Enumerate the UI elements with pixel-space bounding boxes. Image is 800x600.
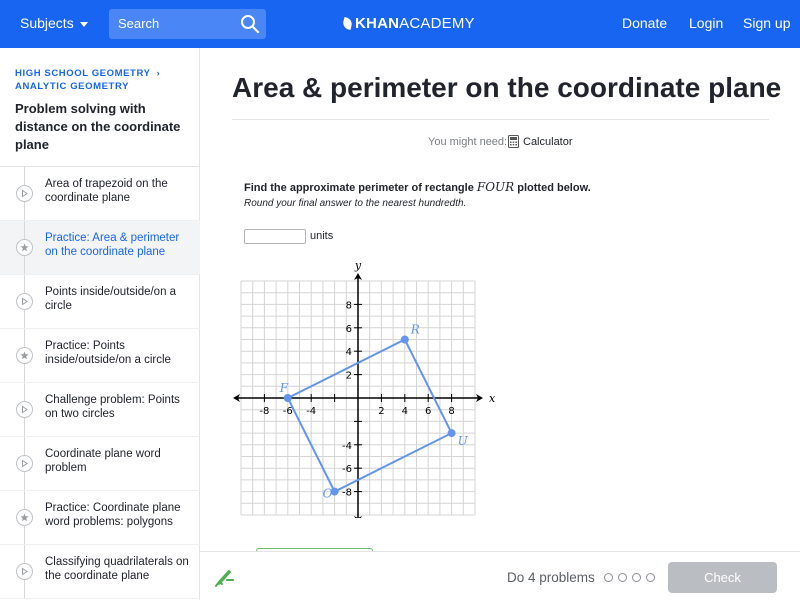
- question-math: FOUR: [476, 180, 515, 194]
- search-icon[interactable]: [240, 14, 260, 39]
- sidebar-item-label: Area of trapezoid on the coordinate plane: [45, 178, 168, 204]
- sidebar-item[interactable]: [0, 167, 200, 221]
- rounding-hint: Round your final answer to the nearest hundredth.: [244, 198, 467, 209]
- x-tick-label: -8: [259, 406, 270, 417]
- exercise-content: [200, 48, 800, 548]
- progress-dot: [618, 573, 627, 582]
- calculator-icon: [508, 135, 519, 148]
- logo-text: ACADEMY: [399, 15, 475, 32]
- y-tick-label: 8: [345, 300, 352, 312]
- subjects-label: Subjects: [20, 15, 74, 31]
- sidebar-item[interactable]: [0, 545, 200, 599]
- lesson-sidebar: [0, 48, 200, 600]
- sidebar-item[interactable]: [0, 491, 200, 545]
- sidebar-item[interactable]: [0, 275, 200, 329]
- signup-link[interactable]: Sign up: [743, 15, 791, 31]
- search-input[interactable]: Search: [118, 16, 160, 31]
- coordinate-plane-graph: [228, 258, 498, 518]
- vertex-point: [448, 429, 456, 437]
- exercise-footer: [200, 551, 800, 600]
- sidebar-item-label: Points inside/outside/on a circle: [45, 286, 177, 312]
- star-icon: [16, 347, 33, 364]
- search-box[interactable]: [109, 9, 266, 39]
- logo-text-bold: KHAN: [355, 15, 400, 32]
- donate-link[interactable]: Donate: [622, 15, 668, 31]
- chevron-down-icon: [80, 22, 88, 27]
- chevron-right-icon: ›: [156, 68, 161, 79]
- calculator-link[interactable]: [508, 135, 573, 148]
- scratchpad-pencil-icon[interactable]: [213, 568, 235, 593]
- leaf-logo-icon: [342, 17, 354, 30]
- vertex-label: F: [279, 381, 289, 395]
- sidebar-item-label: Practice: Points inside/outside/on a circle: [45, 340, 171, 366]
- star-icon: [16, 509, 33, 526]
- page-title: Area & perimeter on the coordinate plane: [232, 72, 782, 103]
- you-might-need-label: You might need:: [428, 136, 508, 148]
- question-text: [244, 180, 591, 194]
- sidebar-item[interactable]: [0, 329, 200, 383]
- answer-input[interactable]: [244, 229, 306, 244]
- play-icon: [16, 455, 33, 472]
- y-axis-label: y: [354, 259, 362, 272]
- top-navigation-bar: [0, 0, 800, 48]
- x-axis-label: x: [489, 392, 496, 405]
- play-icon: [16, 401, 33, 418]
- x-tick-label: 8: [448, 406, 455, 417]
- x-tick-label: 6: [425, 406, 432, 417]
- vertex-label: U: [457, 434, 468, 449]
- y-tick-label: -6: [342, 464, 352, 476]
- vertex-point: [401, 336, 409, 344]
- vertex-label: R: [410, 322, 420, 337]
- y-tick-label: 4: [345, 347, 352, 359]
- play-icon: [16, 563, 33, 580]
- star-icon: [16, 239, 33, 256]
- sidebar-item-label: Practice: Area & perimeter on the coordinate plane: [45, 232, 180, 258]
- y-tick-label: -8: [342, 487, 352, 499]
- play-icon: [16, 185, 33, 202]
- vertex-label: O: [322, 486, 333, 501]
- calculator-label: Calculator: [523, 136, 573, 148]
- question-prefix: Find the approximate perimeter of rectangle: [244, 182, 477, 194]
- khan-academy-logo[interactable]: [343, 15, 475, 32]
- breadcrumb: [15, 67, 160, 93]
- subjects-menu[interactable]: [20, 15, 88, 31]
- progress-dot: [632, 573, 641, 582]
- login-link[interactable]: Login: [689, 15, 724, 31]
- y-tick-label: 6: [345, 323, 352, 335]
- sidebar-item[interactable]: [0, 383, 200, 437]
- x-tick-label: 2: [378, 406, 385, 417]
- x-tick-label: -4: [306, 406, 317, 417]
- sidebar-item-label: Coordinate plane word problem: [45, 448, 161, 474]
- lesson-item-list: [0, 166, 200, 599]
- sidebar-item-label: Classifying quadrilaterals on the coordinate plane: [45, 556, 189, 582]
- progress-dot: [646, 573, 655, 582]
- problem-progress-label: Do 4 problems: [507, 570, 595, 585]
- y-tick-label: 2: [345, 370, 352, 382]
- x-tick-label: -6: [282, 406, 293, 417]
- question-suffix: plotted below.: [514, 182, 591, 194]
- sidebar-item-label: Challenge problem: Points on two circles: [45, 394, 180, 420]
- units-label: units: [310, 230, 334, 242]
- play-icon: [16, 293, 33, 310]
- vertex-point: [284, 394, 292, 402]
- check-button[interactable]: Check: [668, 562, 777, 593]
- sidebar-item[interactable]: [0, 437, 200, 491]
- progress-dot: [604, 573, 613, 582]
- divider: [232, 119, 769, 120]
- sidebar-item-label: Practice: Coordinate plane word problems: polygons: [45, 502, 181, 528]
- lesson-title: Problem solving with distance on the coordinate plane: [15, 101, 181, 152]
- sidebar-item[interactable]: [0, 221, 200, 275]
- breadcrumb-link-analytic-geometry[interactable]: ANALYTIC GEOMETRY: [15, 81, 130, 92]
- x-tick-label: 4: [401, 406, 408, 417]
- y-tick-label: -4: [342, 440, 352, 452]
- breadcrumb-link-high-school-geometry[interactable]: HIGH SCHOOL GEOMETRY: [15, 68, 151, 79]
